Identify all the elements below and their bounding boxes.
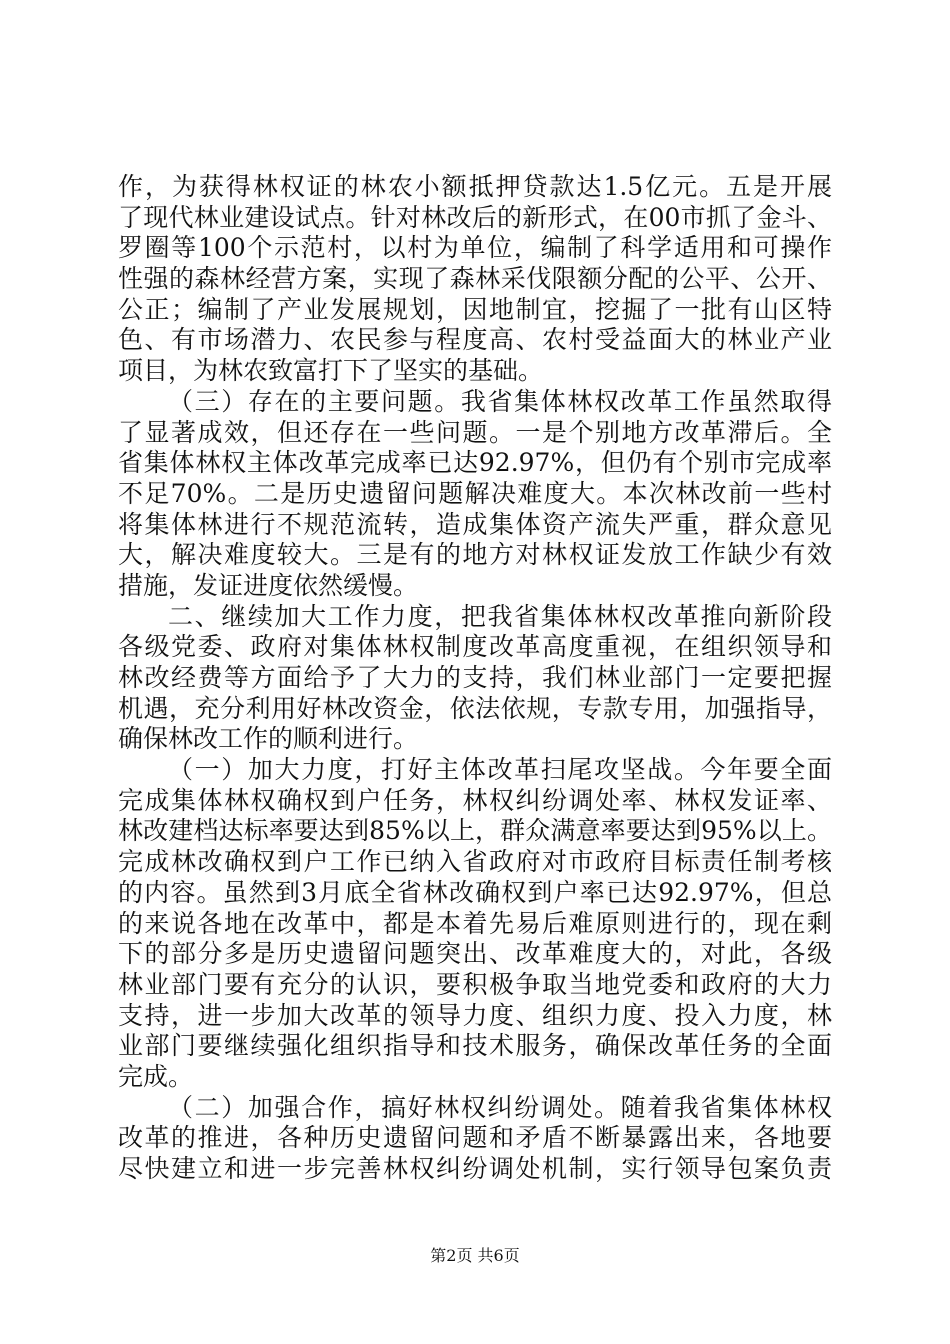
text-line: 大，解决难度较大。三是有的地方对林权证发放工作缺少有效	[118, 540, 832, 570]
text-line: 各级党委、政府对集体林权制度改革高度重视，在组织领导和	[118, 632, 832, 662]
text-line: 尽快建立和进一步完善林权纠纷调处机制，实行领导包案负责	[118, 1154, 832, 1183]
text-line: 项目，为林农致富打下了坚实的基础。	[118, 356, 544, 386]
text-line: 的来说各地在改革中，都是本着先易后难原则进行的，现在剩	[118, 908, 832, 938]
text-line: （三）存在的主要问题。我省集体林权改革工作虽然取得	[168, 386, 832, 416]
text-line: 确保林改工作的顺利进行。	[118, 724, 419, 754]
text-line: 二、继续加大工作力度，把我省集体林权改革推向新阶段	[168, 601, 832, 631]
text-line: 不足70%。二是历史遗留问题解决难度大。本次林改前一些村	[118, 478, 832, 508]
text-line: 罗圈等100个示范村，以村为单位，编制了科学适用和可操作	[118, 233, 832, 263]
document-body	[118, 172, 832, 1185]
text-line: 了显著成效，但还存在一些问题。一是个别地方改革滞后。全	[118, 417, 832, 447]
text-line: （一）加大力度，打好主体改革扫尾攻坚战。今年要全面	[168, 755, 832, 785]
text-line: 机遇，充分利用好林改资金，依法依规，专款专用，加强指导，	[118, 693, 832, 723]
text-line: 下的部分多是历史遗留问题突出、改革难度大的，对此，各级	[118, 939, 832, 969]
text-line: 完成集体林权确权到户任务，林权纠纷调处率、林权发证率、	[118, 785, 832, 815]
text-line: （二）加强合作，搞好林权纠纷调处。随着我省集体林权	[168, 1092, 832, 1122]
text-line: 完成林改确权到户工作已纳入省政府对市政府目标责任制考核	[118, 847, 832, 877]
text-line: 将集体林进行不规范流转，造成集体资产流失严重，群众意见	[118, 509, 832, 539]
text-line: 业部门要继续强化组织指导和技术服务，确保改革任务的全面	[118, 1031, 832, 1061]
text-line: 的内容。虽然到3月底全省林改确权到户率已达92.97%，但总	[118, 877, 832, 907]
text-line: 措施，发证进度依然缓慢。	[118, 570, 419, 600]
text-line: 完成。	[118, 1061, 194, 1091]
text-line: 林业部门要有充分的认识，要积极争取当地党委和政府的大力	[118, 969, 832, 999]
page-footer: 第2页 共6页	[430, 1246, 520, 1265]
text-line: 作，为获得林权证的林农小额抵押贷款达1.5亿元。五是开展	[118, 172, 832, 201]
text-line: 性强的森林经营方案，实现了森林采伐限额分配的公平、公开、	[118, 264, 832, 294]
text-line: 了现代林业建设试点。针对林改后的新形式，在00市抓了金斗、	[118, 202, 832, 232]
text-line: 省集体林权主体改革完成率已达92.97%，但仍有个别市完成率	[118, 448, 832, 478]
text-line: 支持，进一步加大改革的领导力度、组织力度、投入力度，林	[118, 1000, 832, 1030]
text-line: 林改经费等方面给予了大力的支持，我们林业部门一定要把握	[118, 663, 832, 692]
text-line: 色、有市场潜力、农民参与程度高、农村受益面大的林业产业	[118, 325, 832, 355]
text-line: 林改建档达标率要达到85%以上，群众满意率要达到95%以上。	[118, 816, 832, 846]
text-line: 公正；编制了产业发展规划，因地制宜，挖掘了一批有山区特	[118, 294, 832, 324]
text-line: 改革的推进，各种历史遗留问题和矛盾不断暴露出来，各地要	[118, 1123, 832, 1153]
